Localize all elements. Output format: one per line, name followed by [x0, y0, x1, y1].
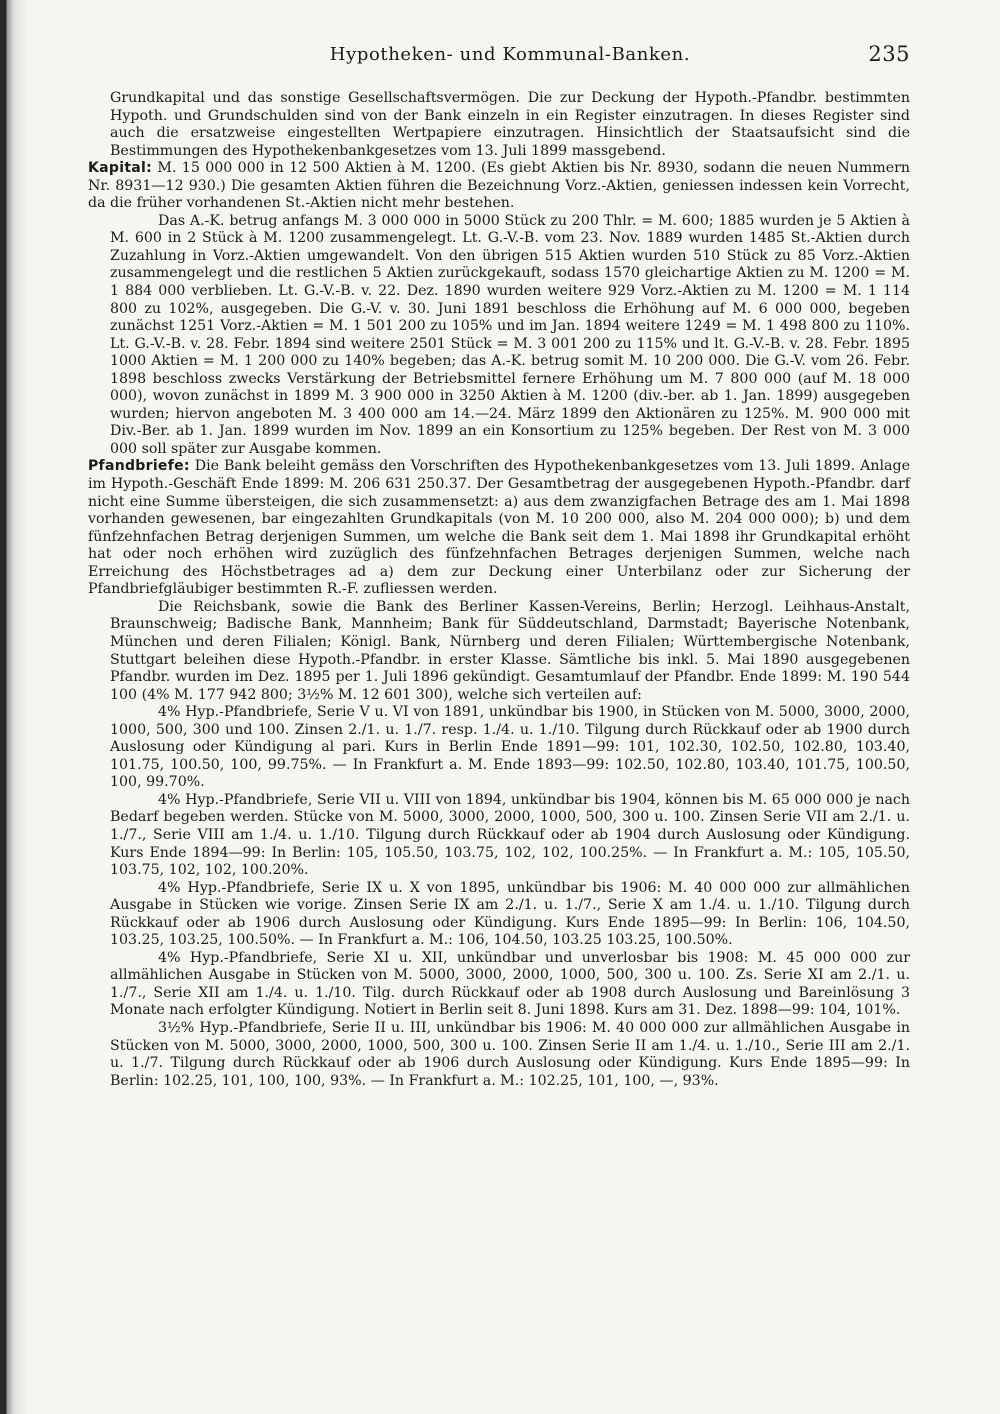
paragraph-text: Die Bank beleiht gemäss den Vorschriften des Hypothekenbankgesetzes vom 13. Juli 1899. Anlage im Hypoth.-Geschäft Ende 1899: M. 206 631 250.37. Der Gesamtbetrag der ausgegebenen Hypoth.-Pfandbr. darf nicht eine Summe übersteigen, die sich zusammensetzt: a) aus dem zwanzigfachen Betrage des am 1. Mai 1898 vorhanden gewesenen, bar eingezahlten Grundkapitals (von M. 10 200 000, also M. 204 000 000); b) und dem fünfzehnfachen Betrag derjenigen Summen, um welche die Bank seit dem 1. Mai 1898 ihr Grundkapital erhöht hat oder noch erhöhen wird zuzüglich des fünfzehnfachen Betrages derjenigen Summen, welche nach Erreichung des Höchstbetrages ad a) dem zur Deckung einer Unterbilanz oder zur Sicherung der Pfandbriefgläubiger bestimmten R.-F. zufliessen werden. — [88, 458, 910, 598]
page — [88, 40, 911, 1090]
running-header — [110, 40, 910, 76]
paragraph-serie-xi-xii — [110, 950, 910, 1020]
paragraph-text: Die Reichsbank, sowie die Bank des Berliner Kassen-Vereins, Berlin; Herzogl. Leihhaus-Anstalt, Braunschweig; Badische Bank, Mannheim; Bank für Süddeutschland, Darmstadt; Bayerische Notenbank, München und deren Filialen; Königl. Bank, Nürnberg und deren Filialen; Württembergische Notenbank, Stuttgart beleihen diese Hypoth.-Pfandbr. in erster Klasse. Sämtliche bis inkl. 5. Mai 1890 ausgegebenen Pfandbr. wurden im Dez. 1895 per 1. Juli 1896 gekündigt. Gesamtumlauf der Pfandbr. Ende 1899: M. 190 544 100 (4% M. 177 942 800; 3½% M. 12 601 300), welche sich verteilen auf: — [110, 598, 910, 703]
body-text — [88, 90, 911, 1090]
paragraph-text: Das A.-K. betrug anfangs M. 3 000 000 in 5000 Stück zu 200 Thlr. = M. 600; 1885 wurden je 5 Aktien à M. 600 in 2 Stück à M. 1200 zusammengelegt. Lt. G.-V.-B. vom 23. Nov. 1889 wurden 1485 St.-Aktien durch Zuzahlung in Vorz.-Aktien umgewandelt. Von den übrigen 515 Aktien wurden 510 Stück zu 85 Vorz.-Aktien zusammengelegt und die restlichen 5 Aktien zurückgekauft, sodass 1570 gleichartige Aktien zu M. 1200 = M. 1 884 000 verblieben. Lt. G.-V.-B. v. 22. Dez. 1890 wurden weitere 929 Vorz.-Aktien zu M. 1200 = M. 1 114 800 zu 102%, ausgegeben. Die G.-V. v. 30. Juni 1891 beschloss die Erhöhung auf M. 6 000 000, begeben zunächst 1251 Vorz.-Aktien = M. 1 501 200 zu 105% und im Jan. 1894 weitere 1249 = M. 1 498 800 zu 110%. Lt. G.-V.-B. v. 28. Febr. 1894 sind weitere 2501 Stück = M. 3 001 200 zu 115% und lt. G.-V.-B. v. 28. Febr. 1895 1000 Aktien = M. 1 200 000 zu 140% begeben; das A.-K. betrug somit M. 10 200 000. Die G.-V. vom 26. Febr. 1898 beschloss zwecks Verstärkung der Betriebsmittel fernere Erhöhung um M. 7 800 000 (auf M. 18 000 000), wovon zunächst in 1899 M. 3 900 000 in 3250 Aktien à M. 1200 (div.-ber. ab 1. Jan. 1899) ausgegeben wurden; hiervon angeboten M. 3 400 000 am 14.—24. März 1899 den Aktionären zu 125%. M. 900 000 mit Div.-Ber. ab 1. Jan. 1899 wurden im Nov. 1899 an ein Konsortium zu 125% begeben. Der Rest von M. 3 000 000 soll später zur Ausgabe kommen. — [110, 212, 910, 457]
paragraph-serie-ix-x — [110, 880, 910, 950]
paragraph-text: Grundkapital und das sonstige Gesellschaftsvermögen. Die zur Deckung der Hypoth.-Pfandbr. bestimmten Hypoth. und Grundschulden sind von der Bank einzeln in ein Register einzutragen. In dieses Register sind auch die ersatzweise eingestellten Wertpapiere einzutragen. Hinsichtlich der Staatsaufsicht sind die Bestimmungen des Hypothekenbankgesetzes vom 13. Juli 1899 massgebend. — [110, 90, 910, 159]
page-number: 235 — [868, 42, 910, 66]
paragraph-aktien-history — [110, 213, 910, 459]
paragraph-beleihung — [110, 599, 910, 704]
paragraph-pfandbriefe — [88, 458, 910, 598]
section-lead-kapital: Kapital: — [88, 160, 153, 177]
paragraph-serie-v-vi — [110, 704, 910, 792]
paragraph-text: M. 15 000 000 in 12 500 Aktien à M. 1200. (Es giebt Aktien bis Nr. 8930, sodann die neuen Nummern Nr. 8931—12 930.) Die gesamten Aktien führen die Bezeichnung Vorz.-Aktien, geniessen indessen kein Vorrecht, da die früher vorhandenen St.-Aktien nicht mehr bestehen. — [88, 160, 911, 212]
paragraph-text: 4% Hyp.-Pfandbriefe, Serie V u. VI von 1891, unkündbar bis 1900, in Stücken von M. 5000, 3000, 2000, 1000, 500, 300 und 100. Zinsen 2./1. u. 1./7. resp. 1./4. u. 1./10. Tilgung durch Rückkauf oder ab 1900 durch Auslosung oder Kündigung al pari. Kurs in Berlin Ende 1891—99: 101, 102.30, 102.50, 102.80, 103.40, 101.75, 100.50, 100, 99.75%. — In Frankfurt a. M. Ende 1893—99: 102.50, 102.80, 103.40, 101.75, 100.50, 100, 99.70%. — [110, 704, 910, 791]
paragraph-text: 4% Hyp.-Pfandbriefe, Serie VII u. VIII von 1894, unkündbar bis 1904, können bis M. 65 000 000 je nach Bedarf begeben werden. Stücke von M. 5000, 3000, 2000, 1000, 500, 300 u. 100. Zinsen Serie VII am 2./1. u. 1./7., Serie VIII am 1./4. u. 1./10. Tilgung durch Rückkauf oder ab 1904 durch Auslosung oder Kündigung. Kurs Ende 1894—99: In Berlin: 105, 105.50, 103.75, 102, 102, 100.25%. — In Frankfurt a. M.: 105, 105.50, 103.75, 102, 102, 100.20%. — [110, 791, 910, 879]
paragraph-text: 4% Hyp.-Pfandbriefe, Serie XI u. XII, unkündbar und unverlosbar bis 1908: M. 45 000 000 zur allmählichen Ausgabe in Stücken von M. 5000, 3000, 2000, 1000, 500, 300 u. 100. Zs. Serie XI am 2./1. u. 1./7., Serie XII am 1./4. u. 1./10. Tilg. durch Rückkauf oder ab 1908 durch Auslosung und Bareinlösung 3 Monate nach erfolgter Kündigung. Notiert in Berlin seit 8. Juni 1898. Kurs am 31. Dez. 1898—99: 104, 101%. — [110, 949, 910, 1019]
paragraph-serie-ii-iii — [110, 1020, 910, 1090]
paragraph-text: 3½% Hyp.-Pfandbriefe, Serie II u. III, unkündbar bis 1906: M. 40 000 000 zur allmählichen Ausgabe in Stücken von M. 5000, 3000, 2000, 1000, 500, 300 u. 100. Zinsen Serie II am 1./4. u. 1./10., Serie III am 2./1. u. 1./7. Tilgung durch Rückkauf oder ab 1906 durch Auslosung oder Kündigung. Kurs Ende 1895—99: In Berlin: 102.25, 101, 100, 100, 93%. — In Frankfurt a. M.: 102.25, 101, 100, —, 93%. — [110, 1019, 910, 1089]
section-lead-pfandbriefe: Pfandbriefe: — [88, 458, 190, 475]
paragraph-grundkapital — [110, 90, 910, 160]
paragraph-serie-vii-viii — [110, 792, 910, 880]
running-title: Hypotheken- und Kommunal-Banken. — [329, 44, 691, 65]
scan-binding-edge — [0, 0, 28, 1414]
paragraph-kapital — [88, 160, 910, 213]
paragraph-text: 4% Hyp.-Pfandbriefe, Serie IX u. X von 1895, unkündbar bis 1906: M. 40 000 000 zur allmählichen Ausgabe in Stücken wie vorige. Zinsen Serie IX am 2./1. u. 1./7., Serie X am 1./4. u. 1./10. Tilgung durch Rückkauf oder ab 1906 durch Auslosung oder Kündigung. Kurs Ende 1895—99: In Berlin: 106, 104.50, 103.25, 103.25, 100.50%. — In Frankfurt a. M.: 106, 104.50, 103.25 103.25, 100.50%. — [110, 879, 910, 949]
